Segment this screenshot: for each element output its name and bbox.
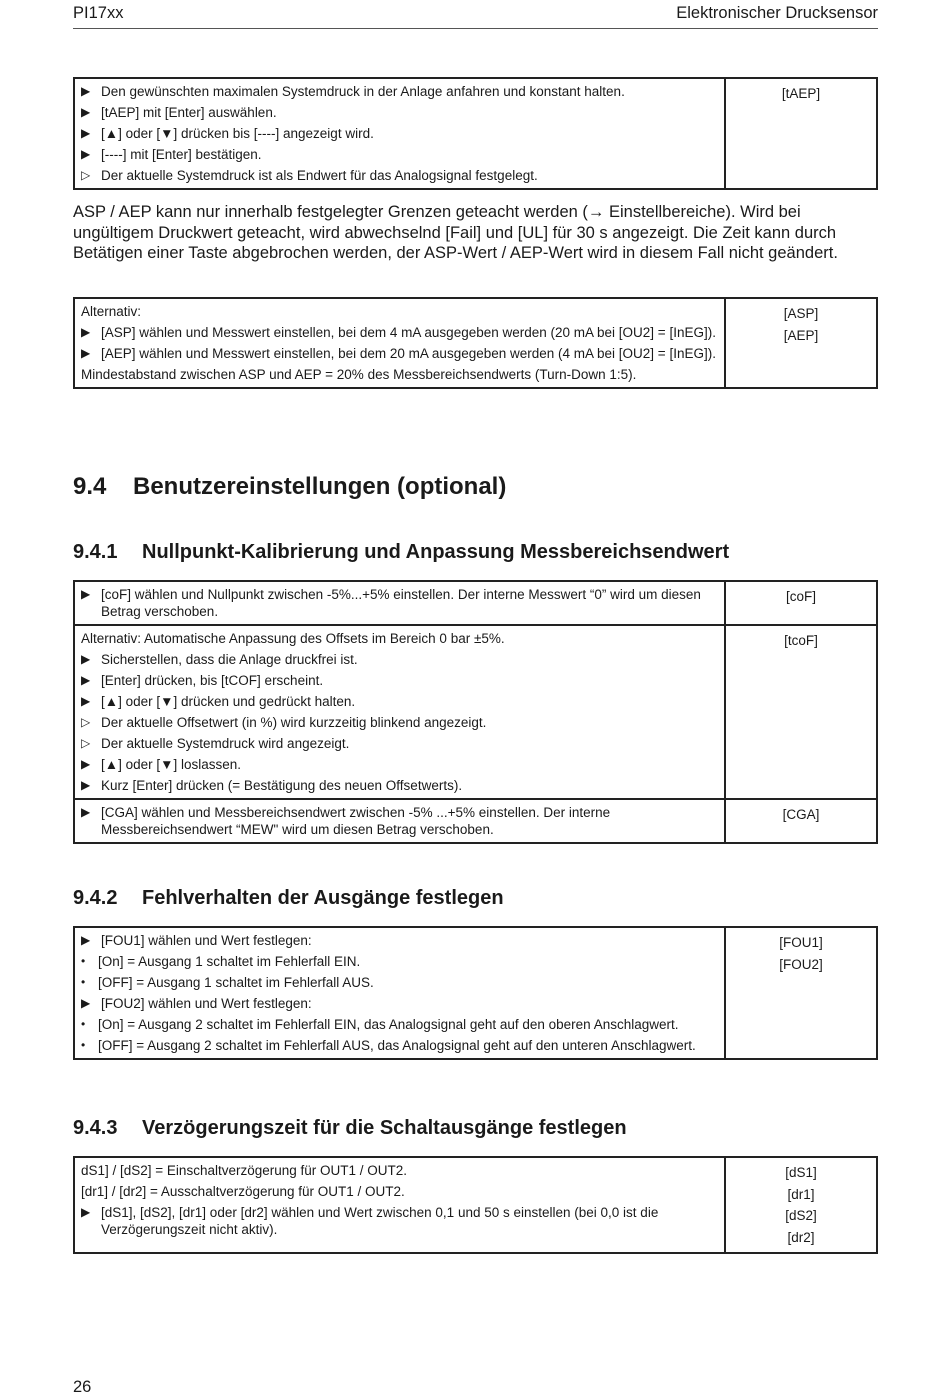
parameter-label: [ASP] [783, 306, 819, 321]
page-header [73, 4, 878, 29]
parameter-label: [dS2] [785, 1208, 817, 1223]
step-line: ▶ [dS1], [dS2], [dr1] oder [dr2] wählen und Wert zwischen 0,1 und 50 s einstellen (bei 0,0 ist die Verzögerungszeit nicht aktiv). [81, 1205, 659, 1237]
parameter-column [725, 1157, 877, 1253]
step-line: ▶ [tAEP] mit [Enter] auswählen. [81, 105, 277, 120]
parameter-label: [coF] [785, 589, 816, 604]
definition-text: dS1] / [dS2] = Einschaltverzögerung für OUT1 / OUT2. [81, 1163, 408, 1178]
instruction-box-calibration [73, 580, 878, 844]
option-line: • [OFF] = Ausgang 1 schaltet im Fehlerfall AUS. [81, 975, 374, 990]
intro-text: Alternativ: Automatische Anpassung des Offsets im Bereich 0 bar ±5%. [81, 631, 505, 646]
instruction-steps [74, 298, 725, 388]
definition-text: [dr1] / [dr2] = Ausschaltverzögerung für OUT1 / OUT2. [81, 1184, 405, 1199]
parameter-label: [FOU2] [779, 956, 823, 972]
subsection-heading: 9.4.3 Verzögerungszeit für die Schaltausgänge festlegen [73, 1117, 627, 1139]
parameter-label: [FOU1] [779, 935, 823, 950]
header-title: Elektronischer Drucksensor [676, 4, 878, 22]
parameter-column [725, 799, 877, 843]
result-line: ▷ Der aktuelle Offsetwert (in %) wird kurzzeitig blinkend angezeigt. [81, 715, 487, 730]
parameter-column [725, 78, 877, 189]
parameter-label: [AEP] [783, 327, 819, 343]
step-line: ▶ [▲] oder [▼] drücken und gedrückt halten. [81, 694, 356, 709]
step-line: ▶ [CGA] wählen und Messbereichsendwert zwischen -5% ...+5% einstellen. Der interne Messbereichsendwert “MEW" wird um diesen Betrag verschoben. [81, 805, 611, 837]
option-line: • [On] = Ausgang 1 schaltet im Fehlerfall EIN. [81, 954, 361, 969]
step-line: ▶ Kurz [Enter] drücken (= Bestätigung des neuen Offsetwerts). [81, 778, 463, 793]
instruction-steps [74, 1157, 725, 1253]
parameter-label: [dS1] [785, 1165, 817, 1180]
step-line: ▶ [AEP] wählen und Messwert einstellen, bei dem 20 mA ausgegeben werden (4 mA bei [OU2] = [InEG]). [81, 346, 716, 361]
instruction-steps [74, 625, 725, 799]
instruction-box-taep [73, 77, 878, 190]
parameter-column [725, 298, 877, 388]
step-line: ▶ Sicherstellen, dass die Anlage druckfrei ist. [81, 652, 358, 667]
step-line: ▶ [FOU2] wählen und Wert festlegen: [81, 996, 312, 1011]
instruction-steps [74, 78, 725, 189]
parameter-label: [CGA] [782, 807, 820, 822]
step-line: ▶ [Enter] drücken, bis [tCOF] erscheint. [81, 673, 324, 688]
intro-text: Alternativ: [81, 304, 142, 319]
subsection-heading: 9.4.2 Fehlverhalten der Ausgänge festlegen [73, 887, 504, 909]
instruction-steps [74, 927, 725, 1059]
subsection-heading: 9.4.1 Nullpunkt-Kalibrierung und Anpassung Messbereichsendwert [73, 541, 730, 563]
instruction-steps [74, 799, 725, 843]
step-line: ▶ [ASP] wählen und Messwert einstellen, bei dem 4 mA ausgegeben werden (20 mA bei [OU2] = [InEG]). [81, 325, 716, 340]
result-line: ▷ Der aktuelle Systemdruck wird angezeigt. [81, 736, 350, 751]
instruction-box-fault-behaviour [73, 926, 878, 1060]
parameter-label: [tAEP] [781, 86, 821, 101]
page-number: 26 [73, 1378, 92, 1396]
parameter-label: [dr1] [787, 1186, 815, 1202]
step-line: ▶ [----] mit [Enter] bestätigen. [81, 147, 262, 162]
teach-limits-paragraph: ASP / AEP kann nur innerhalb festgelegter Grenzen geteacht werden (→ Einstellbereiche). Wird bei ungültigem Druckwert geteacht, wird abwechselnd [Fail] und [UL] für 30 s angezeigt. Die Zeit kann durch Betätigen einer Taste abgebrochen werden, der ASP-Wert / AEP-Wert wird in diesem Fall nicht geändert. [73, 203, 838, 262]
step-line: ▶ [▲] oder [▼] loslassen. [81, 757, 242, 772]
result-line: ▷ Der aktuelle Systemdruck ist als Endwert für das Analogsignal festgelegt. [81, 168, 538, 183]
option-line: • [On] = Ausgang 2 schaltet im Fehlerfall EIN, das Analogsignal geht auf den oberen Anschlagwert. [81, 1017, 679, 1032]
note-text: Mindestabstand zwischen ASP und AEP = 20% des Messbereichsendwerts (Turn-Down 1:5). [81, 367, 637, 382]
header-model: PI17xx [73, 4, 124, 22]
section-heading: 9.4 Benutzereinstellungen (optional) [73, 473, 507, 500]
instruction-steps [74, 581, 725, 625]
step-line: ▶ Den gewünschten maximalen Systemdruck in der Anlage anfahren und konstant halten. [81, 84, 625, 99]
instruction-box-delay [73, 1156, 878, 1254]
parameter-label: [dr2] [787, 1229, 815, 1245]
step-line: ▶ [FOU1] wählen und Wert festlegen: [81, 933, 312, 948]
instruction-box-asp-aep [73, 297, 878, 389]
step-line: ▶ [coF] wählen und Nullpunkt zwischen -5%...+5% einstellen. Der interne Messwert “0” wird um diesen Betrag verschoben. [81, 587, 701, 619]
step-line: ▶ [▲] oder [▼] drücken bis [----] angezeigt wird. [81, 126, 374, 141]
parameter-label: [tcoF] [784, 633, 818, 648]
parameter-column [725, 625, 877, 799]
parameter-column [725, 927, 877, 1059]
option-line: • [OFF] = Ausgang 2 schaltet im Fehlerfall AUS, das Analogsignal geht auf den unteren Anschlagwert. [81, 1038, 696, 1053]
parameter-column [725, 581, 877, 625]
